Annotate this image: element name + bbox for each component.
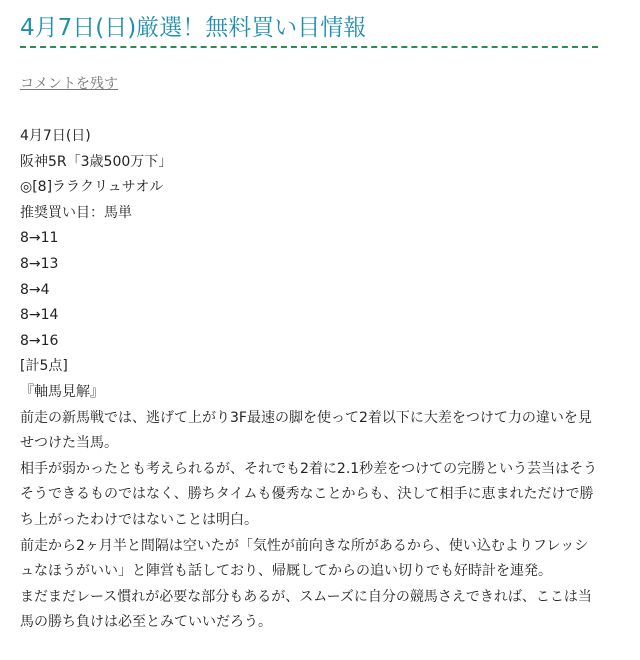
- leave-comment-link[interactable]: コメントを残す: [20, 76, 118, 92]
- analysis-paragraph: 前走の新馬戦では、逃げて上がり3F最速の脚を使って2着以下に大差をつけて力の違いを見せつけた当馬。: [20, 409, 592, 452]
- pick-item: 8→13: [20, 255, 59, 272]
- race-date: 4月7日(日): [20, 128, 91, 144]
- post-body: [20, 124, 630, 636]
- pick-item: 8→11: [20, 230, 59, 247]
- main-horse: ◎[8]ララクリュサオル: [20, 179, 164, 196]
- pick-item: 8→4: [20, 281, 50, 298]
- blog-post: [20, 0, 630, 636]
- pick-total: [計5点]: [20, 358, 68, 375]
- analysis-paragraph: 相手が弱かったとも考えられるが、それでも2着に2.1秒差をつけての完勝という芸当はそうそうできるものではなく、勝ちタイムも優秀なことからも、決して相手に恵まれただけで勝ち上がったわけではないことは明白。: [20, 460, 598, 528]
- analysis-paragraph: まだまだレース慣れが必要な部分もあるが、スムーズに自分の競馬さえできれば、ここは当馬の勝ち負けは必至とみていいだろう。: [20, 588, 592, 631]
- pick-item: 8→14: [20, 307, 59, 324]
- analysis-paragraph: 前走から2ヶ月半と間隔は空いたが「気性が前向きな所があるから、使い込むよりフレッシュなほうがいい」と陣営も話しており、帰厩してからの追い切りでも好時計を連発。: [20, 537, 589, 580]
- race-name: 阪神5R「3歳500万下」: [20, 153, 173, 170]
- bet-type: 推奨買い目：馬単: [20, 204, 132, 221]
- pick-item: 8→16: [20, 332, 59, 349]
- post-title[interactable]: 4月7日(日)厳選！無料買い目情報: [20, 0, 598, 48]
- analysis-heading: 『軸馬見解』: [20, 383, 104, 400]
